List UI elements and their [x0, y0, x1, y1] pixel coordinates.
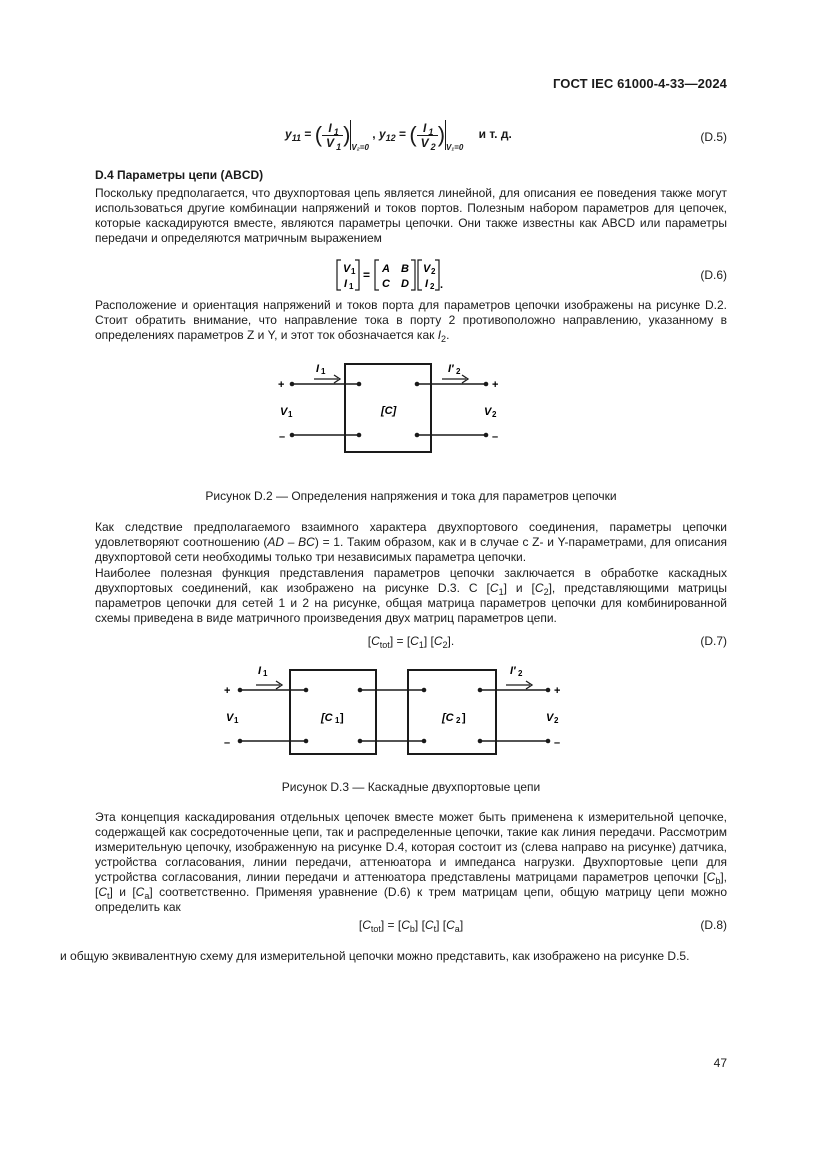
eq-d6-b: B [401, 263, 409, 275]
eq-d6-v1-sub: 1 [351, 267, 356, 276]
eq-d6-i1: I [344, 278, 348, 290]
fig-d2-i2-sub: 2 [456, 367, 461, 376]
fig-d3-i2: I′ [510, 665, 516, 677]
fig-d2-minus-right: – [492, 431, 499, 443]
fig-d2-v1: V [280, 406, 288, 418]
eq-d6-label: (D.6) [700, 268, 727, 282]
paragraph-6: и общую эквивалентную схему для измерительной цепочки можно представить, как изображено на рисунке D.5. [60, 949, 690, 963]
eq-d6-d: D [401, 278, 409, 290]
fig-d3-i2-sub: 2 [518, 669, 523, 678]
fig-d3-minus-right: – [554, 737, 561, 749]
svg-text:=: = [363, 268, 371, 282]
fig-d3-box2-end: ] [462, 712, 466, 724]
fig-d3-box1-end: ] [340, 712, 344, 724]
eq-d8-label: (D.8) [700, 918, 727, 932]
eq-d5-label: (D.5) [700, 130, 727, 144]
fig-d2-i1: I [316, 363, 320, 375]
fig-d3-box1-label: [C [321, 712, 333, 724]
paragraph-2: Расположение и ориентация напряжений и токов порта для параметров цепочки изображены на рисунке D.2. Стоит обратить внимание, что направление тока в порту 2 противоположно направлению, указанному в определениях параметров Z и Y, и этот ток обозначается как $I_2$. [95, 298, 727, 344]
fig-d3-plus-left: + [224, 685, 231, 697]
figure-d2-caption: Рисунок D.2 — Определения напряжения и тока для параметров цепочки [205, 489, 617, 503]
equation-d8 [95, 918, 727, 936]
fig-d3-plus-right: + [554, 685, 561, 697]
eq-d7-body: $[C_{tot}] = [C_1]$ $[C_2]$. [367, 634, 455, 650]
eq-d6-i2-sub: 2 [430, 282, 435, 291]
eq-d6-i1-sub: 1 [349, 282, 354, 291]
fig-d3-v1: V [226, 712, 234, 724]
fig-d3-box2-sub: 2 [456, 716, 461, 725]
paragraph-5: Эта концепция каскадирования отдельных цепочек вместе может быть применена к измерительной цепочке, содержащей как сосредоточенные цепи, так и распределенные цепочки, такие как линия передачи. Рассмотрим измерительную цепочку, изображенную на рисунке D.4, которая состоит из (слева направо на рисунке) датчика, устройства согласования, линии передачи, аттенюатора и импеданса нагрузки. Двухпортовые цепи для устройства согласования, линии передачи и аттенюатора представлены матрицами параметров цепочки $[C_b]$, $[C_t]$ и $[C_a]$ соответственно. Применяя уравнение (D.6) к трем матрицам цепи, общую матрицу цепи можно определить как [95, 810, 727, 914]
eq-d6-a: A [382, 263, 390, 275]
equation-d6 [95, 258, 727, 292]
eq-d5-frac-2: $\frac{I _1}{V _2}$ [417, 121, 438, 150]
fig-d2-minus-left: – [279, 431, 286, 443]
document-header: ГОСТ IEC 61000-4-33—2024 [552, 76, 727, 91]
fig-d3-i1: I [258, 665, 262, 677]
fig-d3-v2-sub: 2 [554, 716, 559, 725]
eq-d6-c: C [382, 278, 390, 290]
fig-d3-v1-sub: 1 [234, 716, 239, 725]
fig-d2-plus-right: + [492, 379, 499, 391]
fig-d2-v1-sub: 1 [288, 410, 293, 419]
section-heading: D.4 Параметры цепи (ABCD) [95, 168, 264, 182]
paragraph-4: Наиболее полезная функция представления параметров цепочки заключается в обработке каскадных двухпортовых соединений, как изображено на рисунке D.3. С $[C_1]$ и $[C_2]$, представляющими матрицы параметров цепочки для сетей 1 и 2 на рисунке, общая матрица параметров цепочки для комбинированной схемы приведена в виде матричного произведения двух матриц параметров цепи. [95, 566, 727, 625]
eq-d5-y12: $y_{12}$ [378, 127, 396, 144]
fig-d2-v2-sub: 2 [492, 410, 497, 419]
fig-d3-minus-left: – [224, 737, 231, 749]
eq-d8-body: $[C_{tot}] = [C_b]$ $[C_t]$ $[C_a]$ [358, 918, 464, 934]
fig-d3-i1-sub: 1 [263, 669, 268, 678]
page-number: 47 [713, 1056, 727, 1070]
figure-d3-caption: Рисунок D.3 — Каскадные двухпортовые цепи [281, 780, 541, 794]
eq-d7-label: (D.7) [700, 634, 727, 648]
fig-d2-v2: V [484, 406, 492, 418]
equation-d7 [95, 634, 727, 652]
equation-d5: $y_{11}$ = ( $\frac{I _1}{V _1}$ )$_{V_2=0}$ , $y_{12}$ = ( $\frac{I _1}{V _2}$ )$_{V_1=0}$ и т. д. (D.5) [285, 120, 727, 153]
eq-d6-v1: V [343, 263, 351, 275]
eq-d6-i2: I [425, 278, 429, 290]
fig-d3-v2: V [546, 712, 554, 724]
fig-d2-i1-sub: 1 [321, 367, 326, 376]
eq-d5-y11: $y_{11}$ [285, 127, 302, 144]
paragraph-1: Поскольку предполагается, что двухпортовая цепь является линейной, для описания ее поведения также могут использоваться другие комбинации напряжений и токов портов. Полезным набором параметров для цепочек, которые каскадируются вместе, являются параметры цепочки. Они также известны как ABCD или параметры передачи и определяются матричным выражением [95, 186, 727, 245]
eq-d5-frac-1: $\frac{I _1}{V _1}$ [322, 121, 343, 150]
fig-d3-box1-sub: 1 [335, 716, 340, 725]
eq-d6-v2-sub: 2 [431, 267, 436, 276]
eq-d6-matrix [335, 258, 465, 292]
figure-d3 [218, 658, 578, 758]
eq-d6-v2: V [423, 263, 431, 275]
fig-d2-plus-left: + [278, 379, 285, 391]
fig-d2-i2: I′ [448, 363, 454, 375]
figure-d2 [270, 358, 520, 458]
svg-text:.: . [440, 279, 444, 291]
fig-d2-box-label: [C] [381, 405, 397, 417]
paragraph-3: Как следствие предполагаемого взаимного характера двухпортового соединения, параметры цепочки удовлетворяют соотношению (AD – BC) = 1. Таким образом, как и в случае с Z- и Y-параметрами, для описания двухпортовой сети необходимы только три независимых параметра цепочки. [95, 520, 727, 564]
fig-d3-box2-label: [C [442, 712, 454, 724]
